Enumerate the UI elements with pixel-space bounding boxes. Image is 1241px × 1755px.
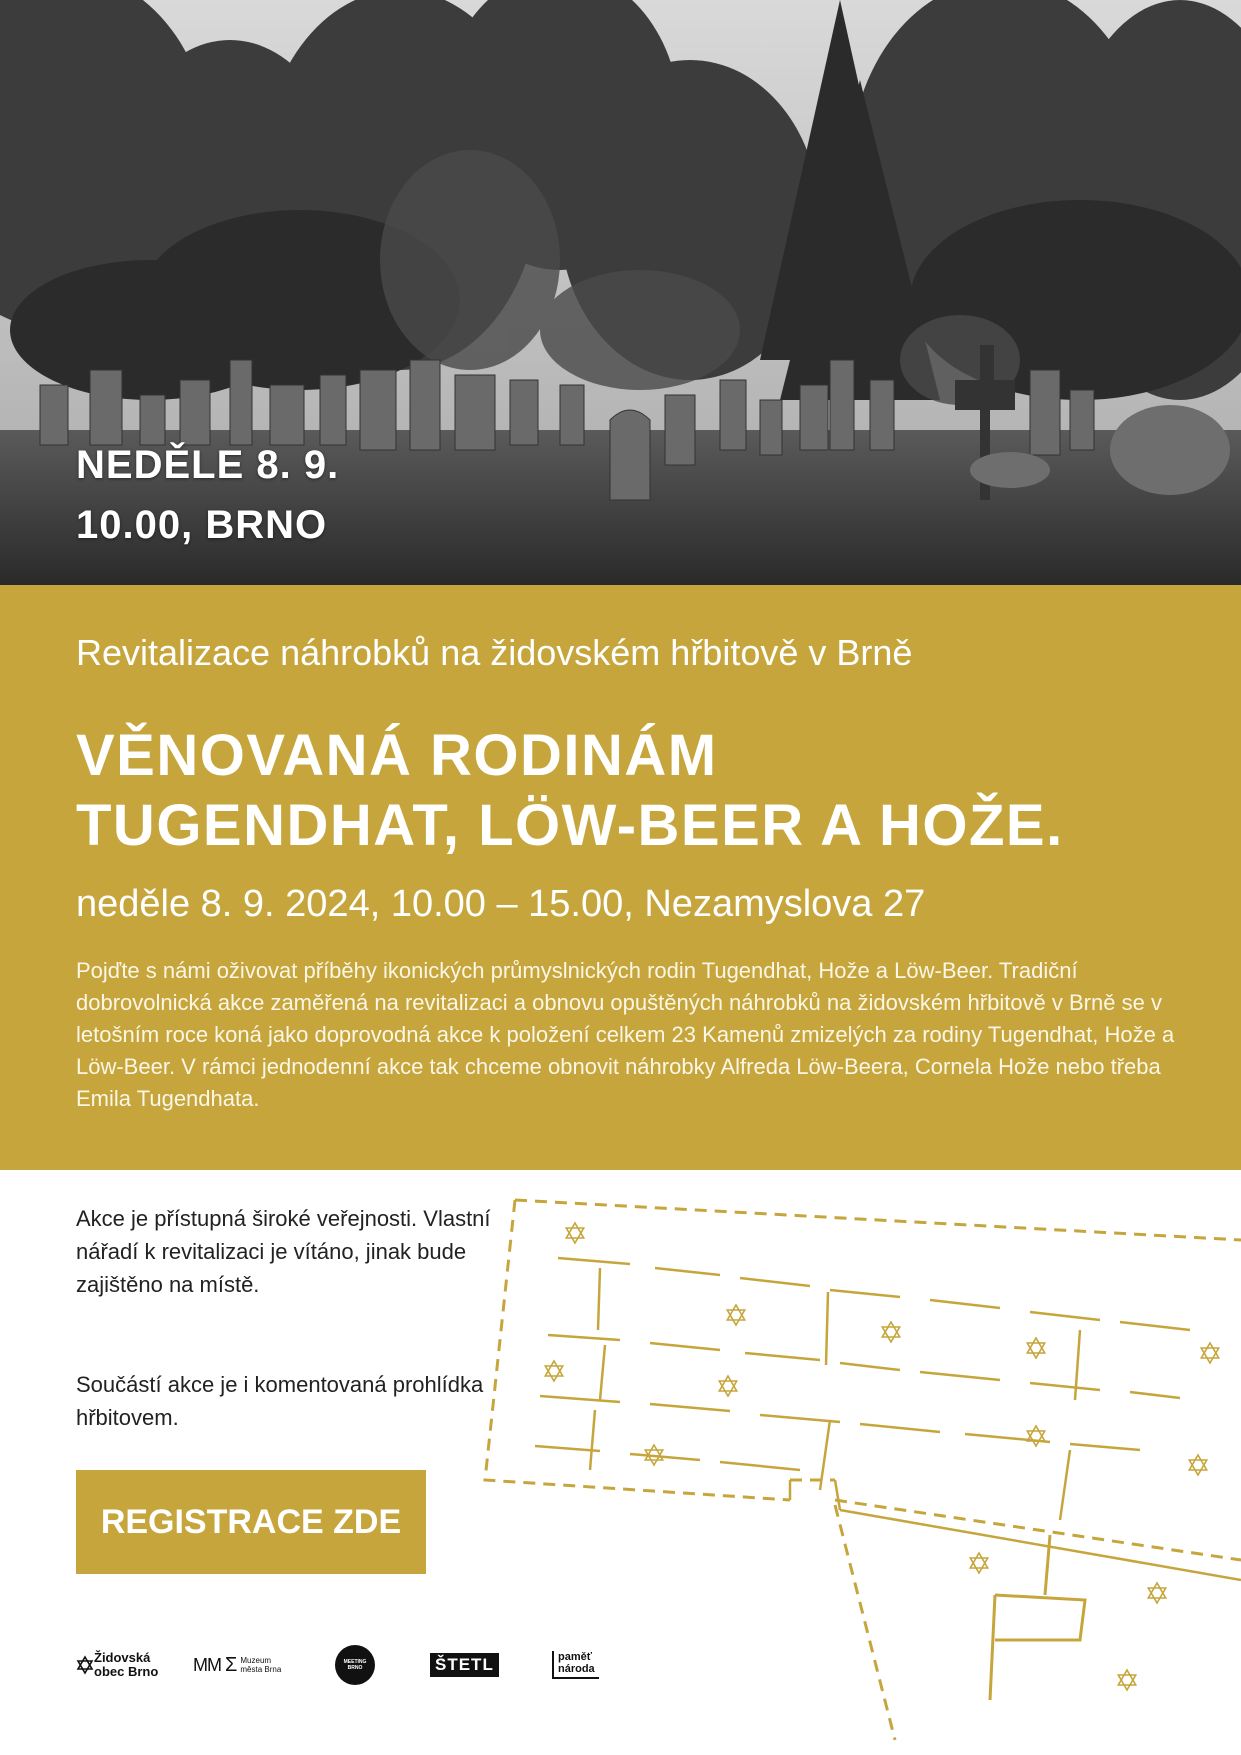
hero-photo: [0, 0, 1241, 585]
hero-date: NEDĚLE 8. 9.: [76, 443, 340, 487]
logo-pamet-naroda: paměť národa: [552, 1645, 599, 1685]
event-dateline: neděle 8. 9. 2024, 10.00 – 15.00, Nezamyslova 27: [76, 883, 926, 925]
headline-line-1: VĚNOVANÁ RODINÁM: [76, 723, 718, 788]
headline-line-2: TUGENDHAT, LÖW-BEER A HOŽE.: [76, 793, 1064, 858]
info-paragraph-2: Součástí akce je i komentovaná prohlídka hřbitovem.: [76, 1372, 484, 1430]
star-of-david-icon: [76, 1655, 94, 1675]
event-panel: [0, 585, 1241, 1170]
hero-time-place: 10.00, BRNO: [76, 503, 328, 547]
info-paragraph-1: Akce je přístupná široké veřejnosti. Vlastní nářadí k revitalizaci je vítáno, jinak bude zajištěno na místě.: [76, 1206, 491, 1297]
sum-sign-icon: Σ: [225, 1653, 238, 1676]
event-description: Pojďte s námi oživovat příběhy ikonických průmyslnických rodin Tugendhat, Hože a Löw-Beer. Tradiční dobrovolnická akce zaměřená na revitalizaci a obnovu opuštěných náhrobků na židovském hřbitově v Brně se v letošním roce koná jako doprovodná akce k položení celkem 23 Kamenů zmizelých za rodiny Tugendhat, Hože a Löw-Beer. V rámci jednodenní akce tak chceme obnovit náhrobky Alfreda Löw-Beera, Cornela Hože nebo třeba Emila Tugendhata.: [76, 958, 1175, 1111]
logo-meeting-brno: MEETING BRNO: [335, 1645, 375, 1685]
cemetery-photo-illustration: [0, 0, 1241, 585]
registration-button[interactable]: REGISTRACE ZDE: [76, 1470, 426, 1574]
event-subtitle: Revitalizace náhrobků na židovském hřbitově v Brně: [76, 632, 913, 673]
logo-muzeum-mesta-brna: MM Σ Muzeum města Brna: [193, 1653, 282, 1676]
event-headline: [76, 721, 1064, 861]
logo-stetl: ŠTETL: [430, 1645, 499, 1685]
logo-zidovska-obec-brno: Židovská obec Brno: [76, 1645, 158, 1685]
